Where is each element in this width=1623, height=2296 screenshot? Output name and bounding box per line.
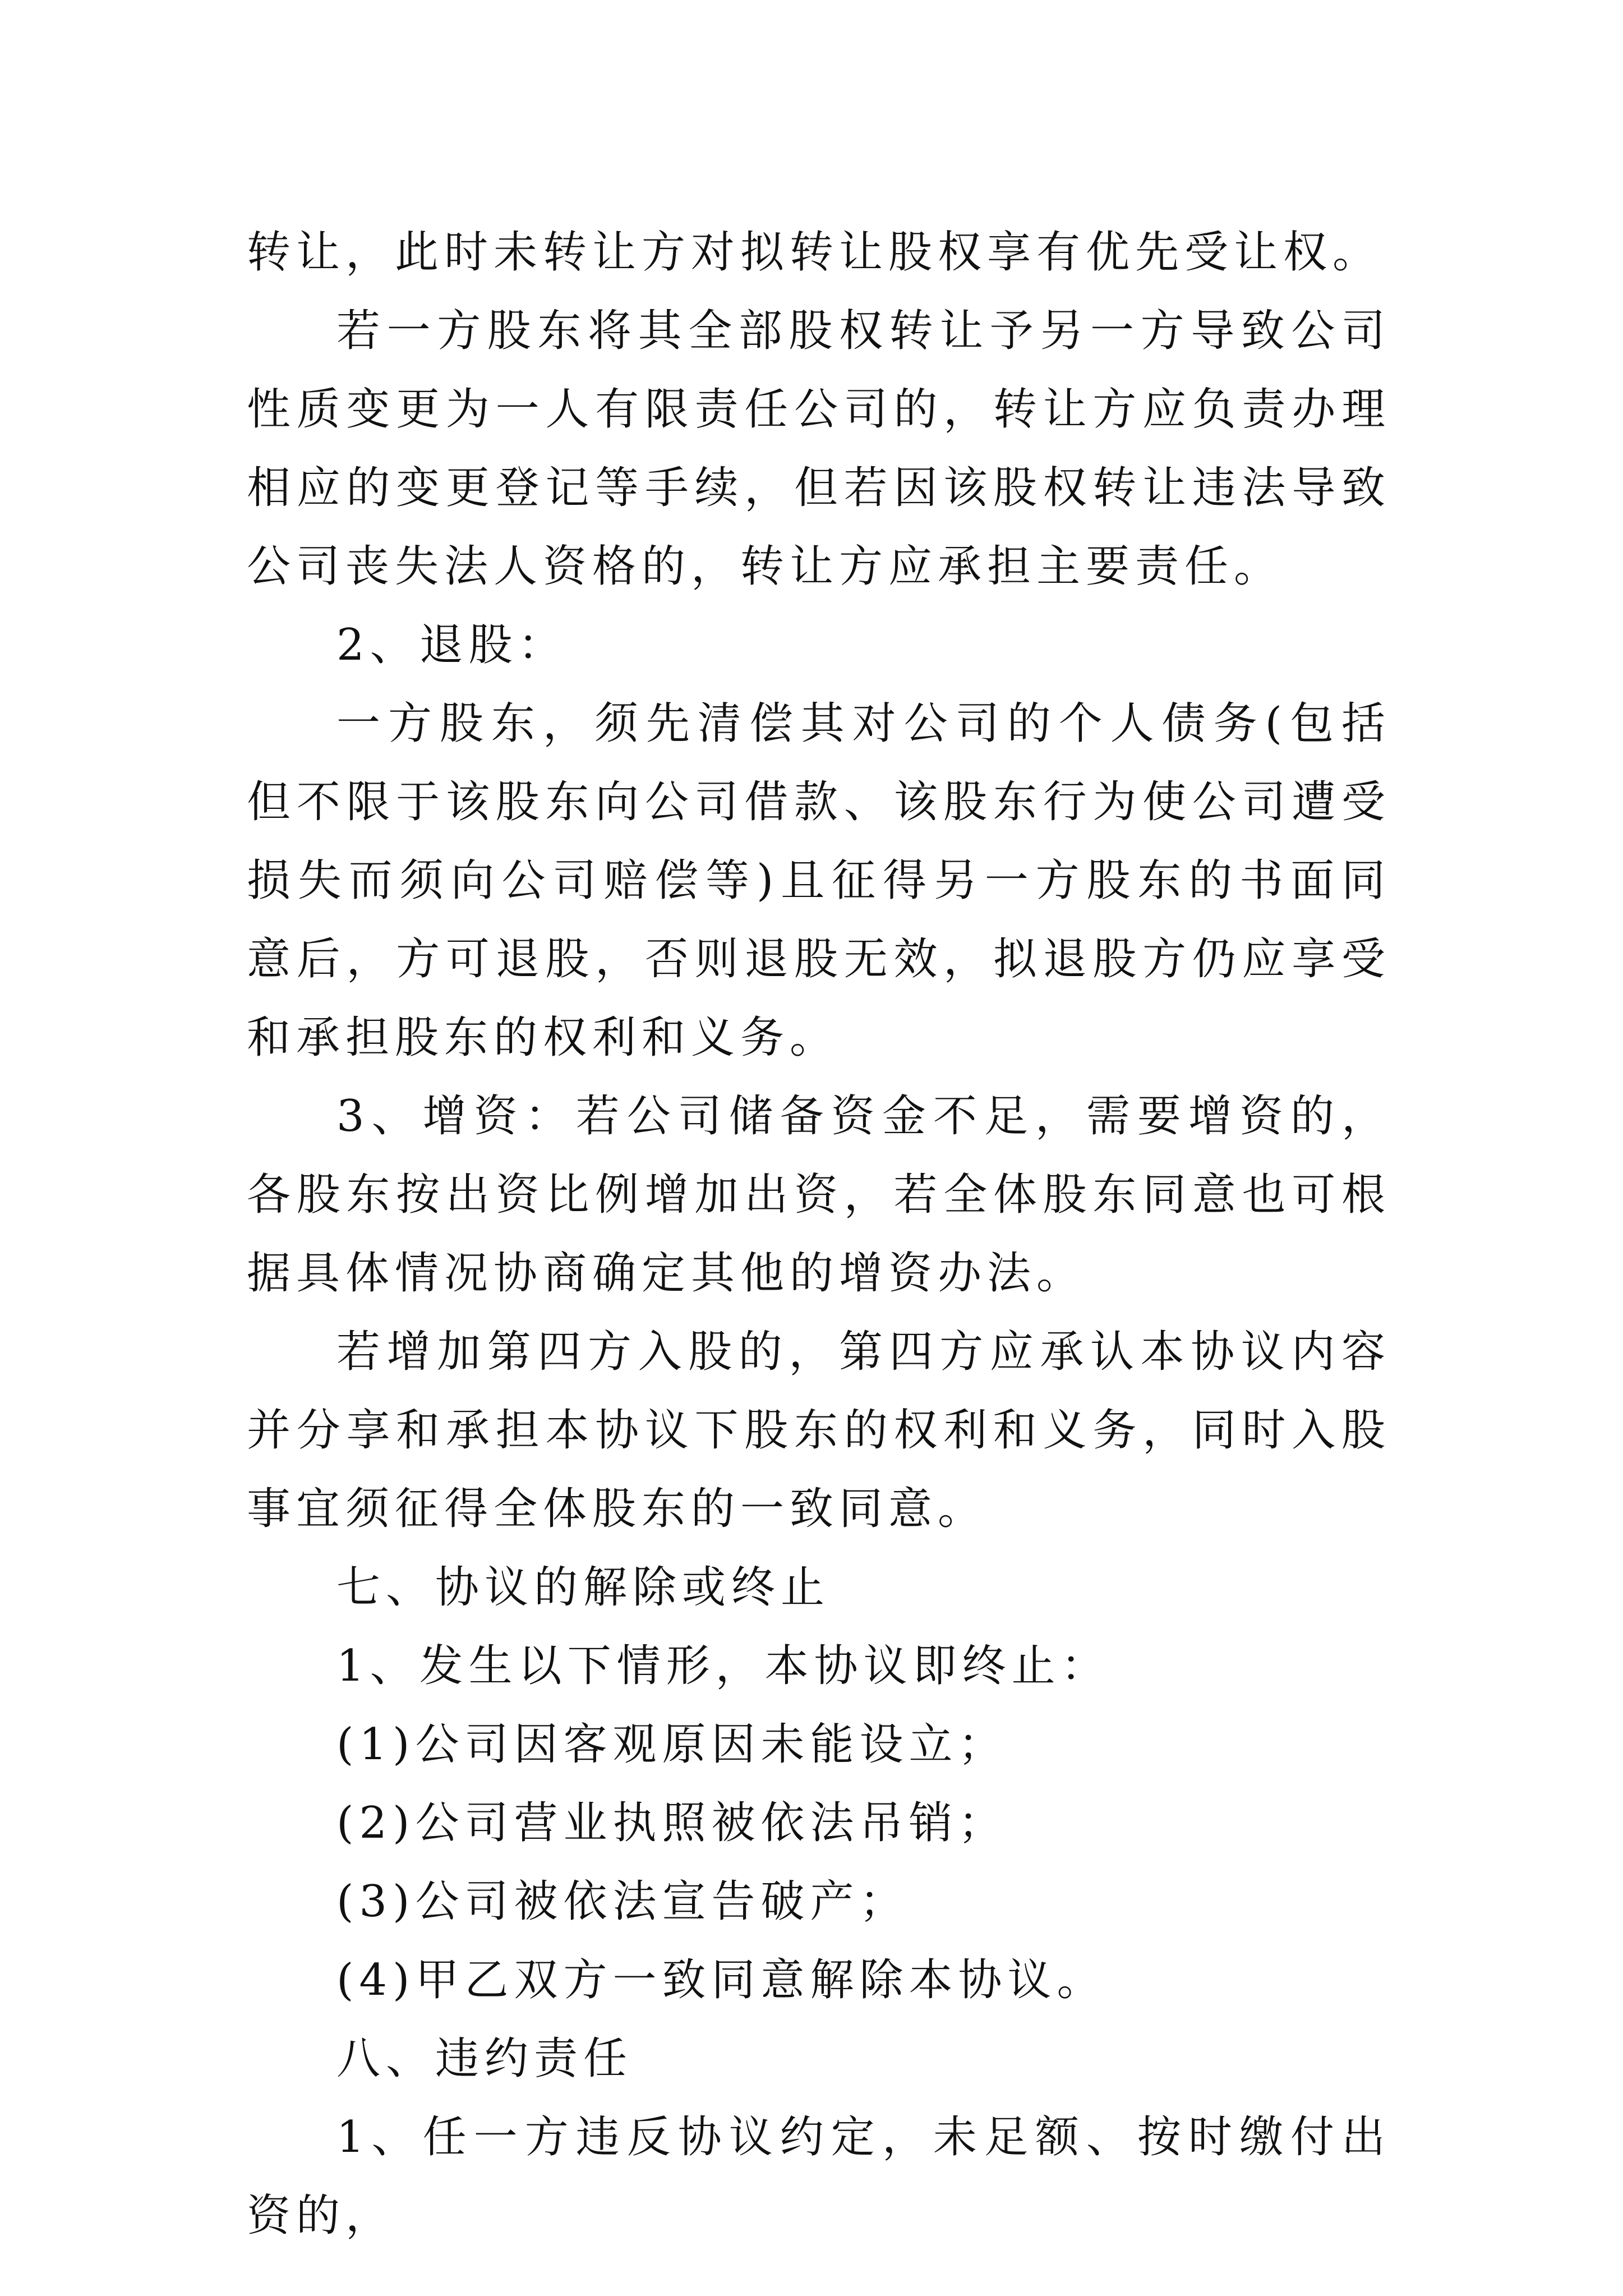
heading-withdrawal: 2、退股： (336, 620, 568, 670)
paragraph-fourth-party: 若增加第四方入股的，第四方应承认本协议内容并分享和承担本协议下股东的权利和义务，同时入股事宜须征得全体股东的一致同意。 (247, 1327, 1391, 1534)
list-item-condition-3: (3)公司被依法宣告破产； (336, 1876, 909, 1927)
paragraph-withdrawal: 一方股东，须先清偿其对公司的个人债务(包括但不限于该股东向公司借款、该股东行为使公司遭受损失而须向公司赔偿等)且征得另一方股东的书面同意后，方可退股，否则退股无效，拟退股方仍应享受和承担股东的权利和义务。 (247, 698, 1391, 1063)
paragraph-capital-increase: 3、增资：若公司储备资金不足，需要增资的，各股东按出资比例增加出资，若全体股东同意也可根据具体情况协商确定其他的增资办法。 (247, 1091, 1391, 1299)
paragraph-full-transfer: 若一方股东将其全部股权转让予另一方导致公司性质变更为一人有限责任公司的，转让方应负责办理相应的变更登记等手续，但若因该股权转让违法导致公司丧失法人资格的，转让方应承担主要责任。 (247, 306, 1391, 592)
paragraph-liability-1: 1、任一方违反协议约定，未足额、按时缴付出资的， (247, 2112, 1391, 2241)
list-item-condition-4: (4)甲乙双方一致同意解除本协议。 (336, 1955, 1106, 2005)
section-heading-liability: 八、违约责任 (336, 2033, 633, 2084)
document-body (247, 213, 1391, 2255)
section-heading-termination: 七、协议的解除或终止 (336, 1562, 831, 1613)
paragraph-termination-conditions: 1、发生以下情形，本协议即终止： (336, 1641, 1110, 1691)
paragraph-transfer-priority: 转让，此时未转让方对拟转让股权享有优先受让权。 (247, 227, 1382, 278)
list-item-condition-2: (2)公司营业执照被依法吊销； (336, 1798, 1008, 1848)
list-item-condition-1: (1)公司因客观原因未能设立； (336, 1719, 1008, 1770)
